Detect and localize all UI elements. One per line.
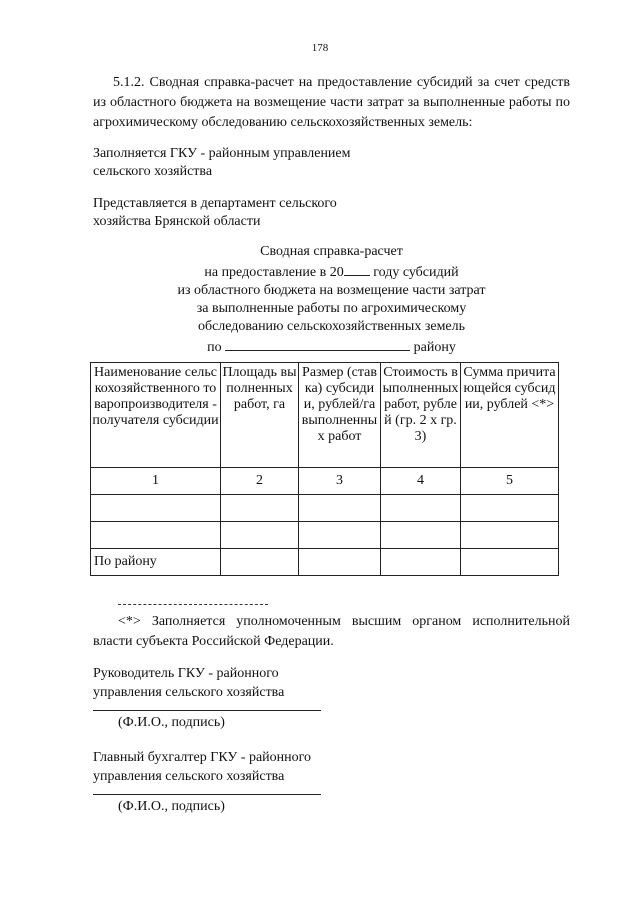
signature-caption-accountant: (Ф.И.О., подпись) xyxy=(118,799,225,814)
signature-block-head xyxy=(93,664,413,702)
signature-caption-head: (Ф.И.О., подпись) xyxy=(118,715,225,730)
table-cell xyxy=(381,549,461,576)
intro-paragraph: 5.1.2. Сводная справка-расчет на предоставление субсидий за счет средств из областного бюджета на возмещение части затрат за выполненные работы по агрохимическому обследованию сельскохозяйственных земель: xyxy=(93,75,570,130)
submitted-to-line-2: хозяйства Брянской области xyxy=(93,214,261,229)
form-title-line-3: из областного бюджета на возмещение части затрат xyxy=(177,283,486,298)
column-number: 5 xyxy=(461,468,559,495)
table-header-row xyxy=(91,363,559,468)
submitted-to-line-1: Представляется в департамент сельского xyxy=(93,196,337,211)
footnote: <*> Заполняется уполномоченным высшим органом исполнительной власти субъекта Российской Федерации. xyxy=(93,614,570,649)
signature-head-line-2: управления сельского хозяйства xyxy=(93,685,285,700)
column-number: 3 xyxy=(299,468,381,495)
district-prefix: по xyxy=(207,340,226,355)
district-suffix: району xyxy=(410,340,456,355)
table-total-row xyxy=(91,549,559,576)
table-cell xyxy=(299,495,381,522)
table-cell xyxy=(461,522,559,549)
table-cell xyxy=(381,495,461,522)
signature-accountant-line-1: Главный бухгалтер ГКУ - районного xyxy=(93,750,312,765)
footnote-separator xyxy=(118,604,268,605)
form-title-line-4: за выполненные работы по агрохимическому xyxy=(196,301,467,316)
table-cell xyxy=(381,522,461,549)
form-title-line-1: Сводная справка-расчет xyxy=(260,244,403,259)
year-blank xyxy=(344,261,370,276)
header-rate: Размер (ставка) субсидии, рублей/га выполненных работ xyxy=(299,363,381,468)
table-cell xyxy=(461,495,559,522)
table-cell xyxy=(221,522,299,549)
header-recipient-name: Наименование сельскохозяйственного товаропроизводителя - получателя субсидии xyxy=(91,363,221,468)
submitted-to-note xyxy=(93,195,393,231)
signature-accountant-line-2: управления сельского хозяйства xyxy=(93,769,285,784)
filled-by-line-1: Заполняется ГКУ - районным управлением xyxy=(93,146,351,161)
column-number: 1 xyxy=(91,468,221,495)
column-number: 4 xyxy=(381,468,461,495)
table-cell xyxy=(221,549,299,576)
form-title xyxy=(93,243,570,357)
table-row xyxy=(91,495,559,522)
year-prefix: на предоставление в 20 xyxy=(204,265,344,280)
table-cell xyxy=(299,522,381,549)
table-cell xyxy=(221,495,299,522)
year-suffix: году субсидий xyxy=(369,265,459,280)
page-number: 178 xyxy=(311,42,329,54)
signature-line-accountant xyxy=(93,794,321,795)
header-cost: Стоимость выполненных работ, рублей (гр. 2 х гр. 3) xyxy=(381,363,461,468)
filled-by-note xyxy=(93,145,393,181)
signature-head-line-1: Руководитель ГКУ - районного xyxy=(93,666,279,681)
table-cell xyxy=(91,495,221,522)
header-area: Площадь выполненных работ, га xyxy=(221,363,299,468)
form-title-line-2 xyxy=(93,261,570,282)
table-cell xyxy=(461,549,559,576)
table-cell xyxy=(91,522,221,549)
district-blank xyxy=(225,336,410,351)
signature-block-accountant xyxy=(93,748,413,786)
form-title-line-6 xyxy=(93,336,570,357)
total-label: По району xyxy=(91,549,221,576)
filled-by-line-2: сельского хозяйства xyxy=(93,164,213,179)
table-row xyxy=(91,522,559,549)
subsidy-table xyxy=(90,362,559,576)
table-column-numbers-row xyxy=(91,468,559,495)
signature-line-head xyxy=(93,710,321,711)
header-subsidy-sum: Сумма причитающейся субсидии, рублей <*> xyxy=(461,363,559,468)
column-number: 2 xyxy=(221,468,299,495)
table-cell xyxy=(299,549,381,576)
form-title-line-5: обследованию сельскохозяйственных земель xyxy=(197,319,466,334)
